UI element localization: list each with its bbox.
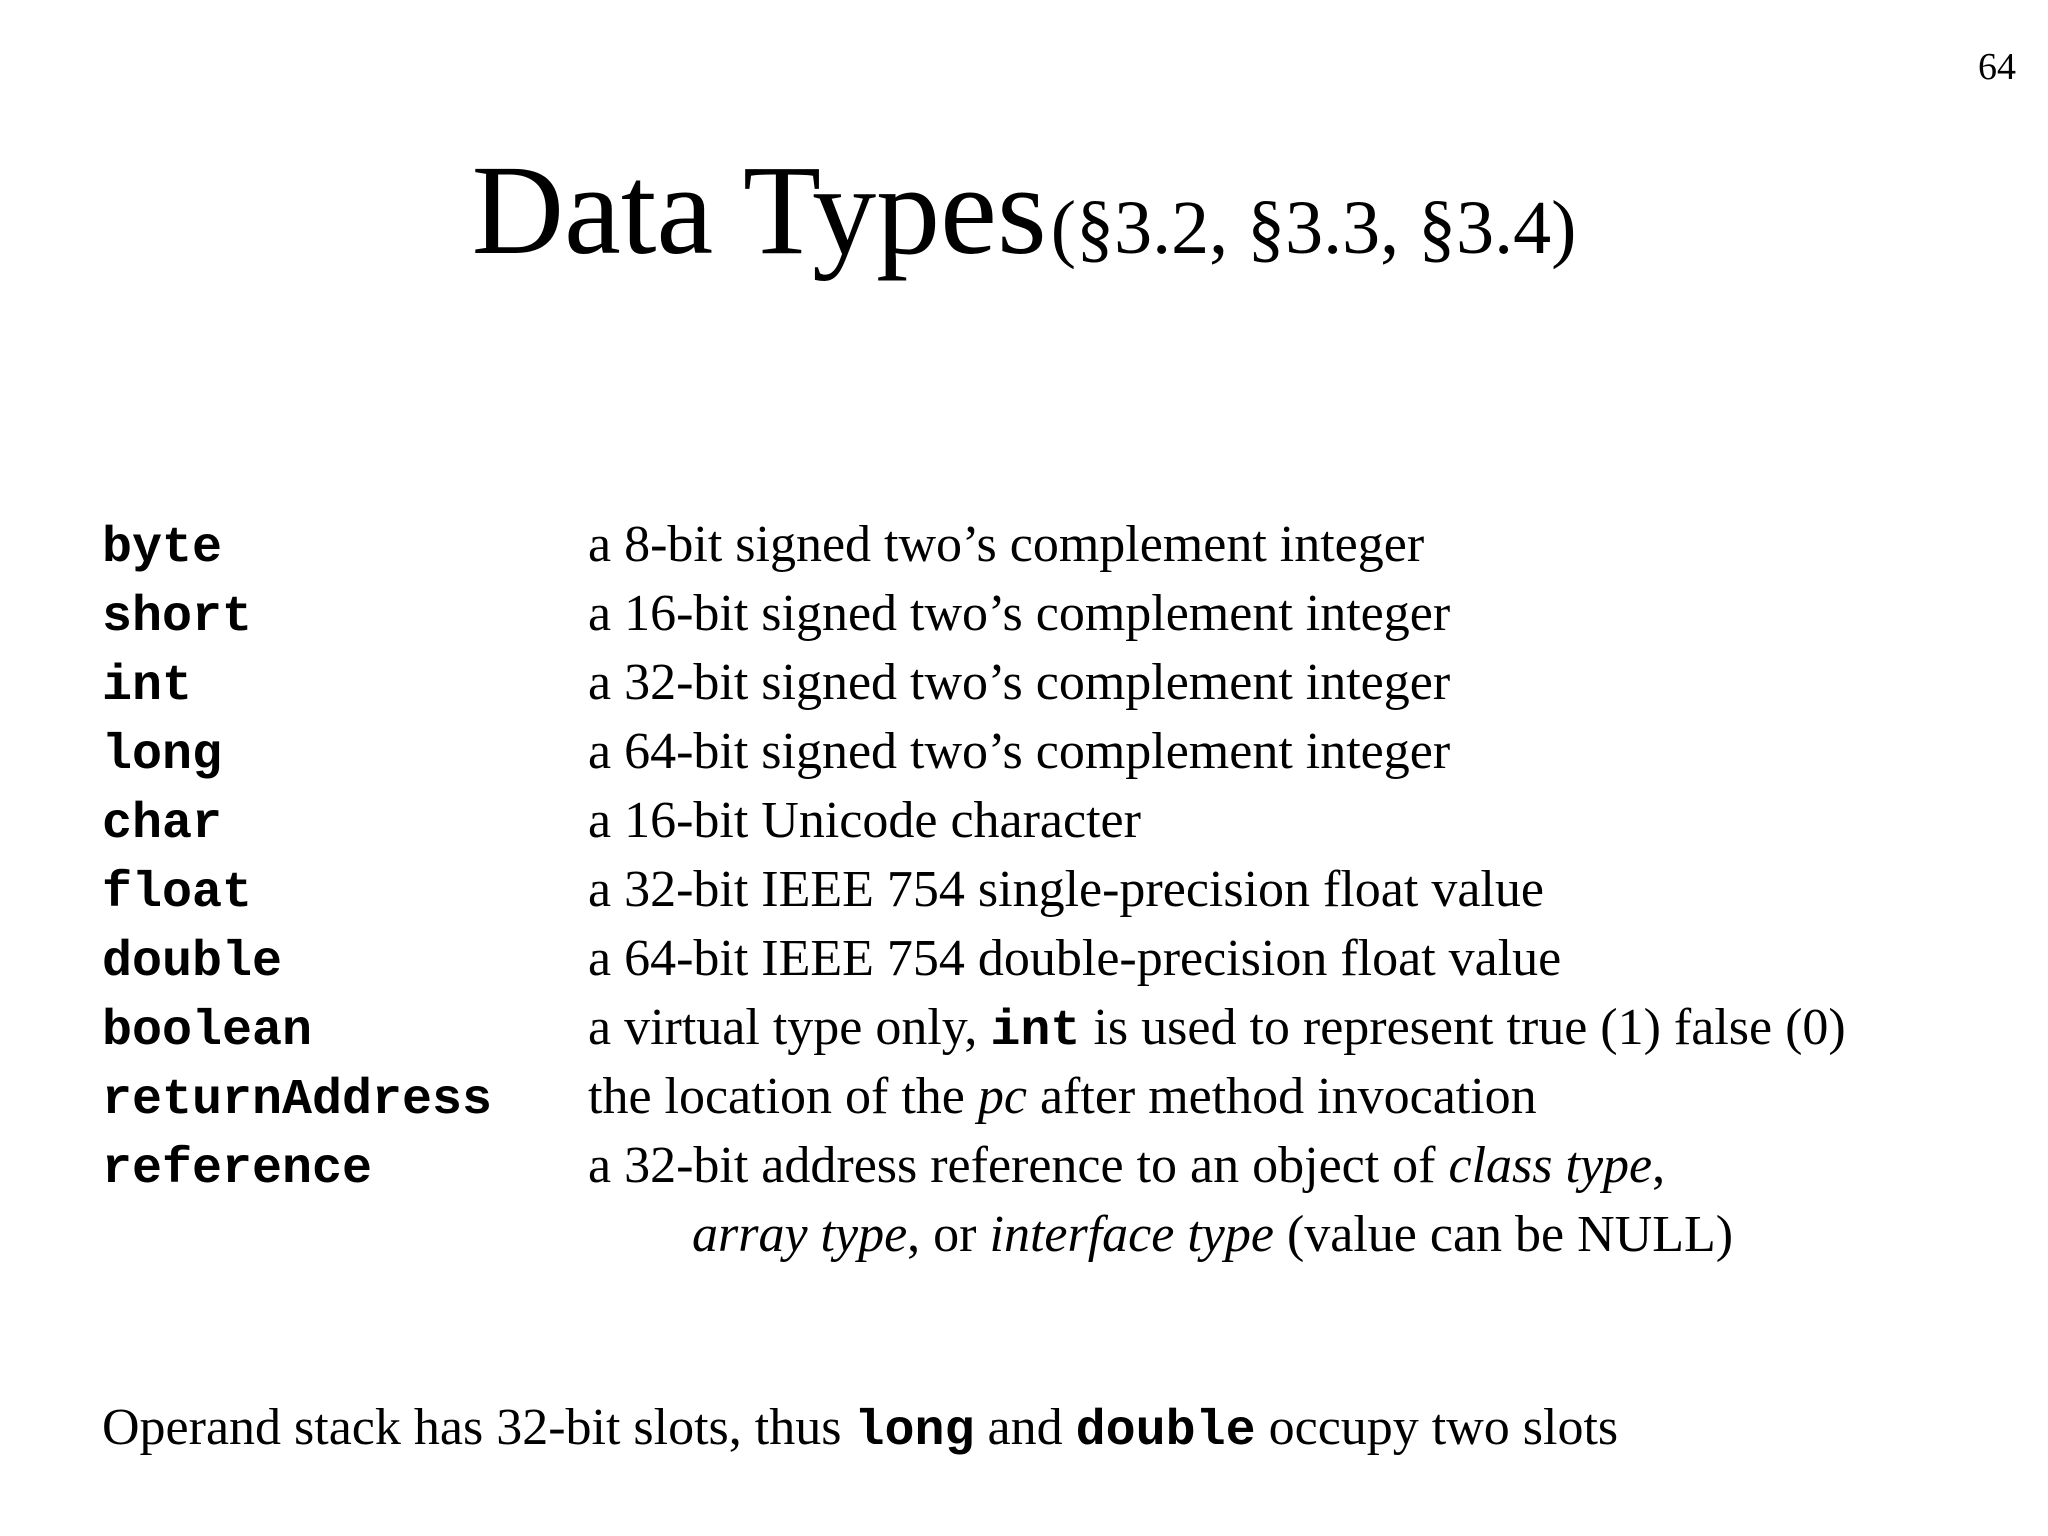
type-name: char	[102, 796, 223, 853]
inline-code-long: long	[854, 1403, 975, 1460]
type-description: a virtual type only, int is used to represent true (1) false (0)	[588, 999, 1846, 1060]
type-row-long	[102, 722, 2022, 791]
type-name: returnAddress	[102, 1072, 493, 1129]
title-sections: (§3.2, §3.3, §3.4)	[1050, 186, 1577, 270]
type-description: a 32-bit address reference to an object of class type,	[588, 1137, 1666, 1194]
type-row-float	[102, 860, 2022, 929]
type-name: int	[102, 658, 193, 715]
type-row-char	[102, 791, 2022, 860]
type-description: a 64-bit IEEE 754 double-precision float value	[588, 930, 1562, 987]
type-name: byte	[102, 520, 223, 577]
type-row-returnaddress	[102, 1067, 2022, 1136]
slide-title	[0, 140, 2048, 281]
type-description: a 8-bit signed two’s complement integer	[588, 516, 1425, 573]
type-name: float	[102, 865, 253, 922]
type-row-reference-continued	[102, 1205, 2022, 1274]
emphasis-class-type: class type	[1448, 1137, 1653, 1194]
emphasis-interface-type: interface type	[989, 1206, 1274, 1263]
data-types-list	[102, 515, 2022, 1274]
type-row-int	[102, 653, 2022, 722]
inline-code-int: int	[990, 1003, 1081, 1060]
type-name: reference	[102, 1141, 373, 1198]
type-name: short	[102, 589, 253, 646]
type-row-reference	[102, 1136, 2022, 1205]
emphasis-pc: pc	[977, 1068, 1027, 1125]
type-description: a 32-bit signed two’s complement integer	[588, 654, 1451, 711]
type-row-byte	[102, 515, 2022, 584]
type-description: a 16-bit Unicode character	[588, 792, 1141, 849]
emphasis-array-type: array type	[692, 1206, 908, 1263]
title-main: Data Types	[471, 139, 1047, 281]
type-row-short	[102, 584, 2022, 653]
type-description: a 64-bit signed two’s complement integer	[588, 723, 1451, 780]
page-number: 64	[1978, 46, 2016, 88]
type-name: double	[102, 934, 283, 991]
type-row-boolean	[102, 998, 2022, 1067]
type-description-continued: array type, or interface type (value can be NULL)	[692, 1206, 1734, 1263]
type-description: a 16-bit signed two’s complement integer	[588, 585, 1451, 642]
inline-code-double: double	[1075, 1403, 1256, 1460]
type-name: boolean	[102, 1003, 313, 1060]
type-description: the location of the pc after method invocation	[588, 1068, 1537, 1125]
operand-stack-note: Operand stack has 32-bit slots, thus long and double occupy two slots	[102, 1399, 1619, 1460]
type-row-double	[102, 929, 2022, 998]
type-description: a 32-bit IEEE 754 single-precision float value	[588, 861, 1544, 918]
type-name: long	[102, 727, 223, 784]
